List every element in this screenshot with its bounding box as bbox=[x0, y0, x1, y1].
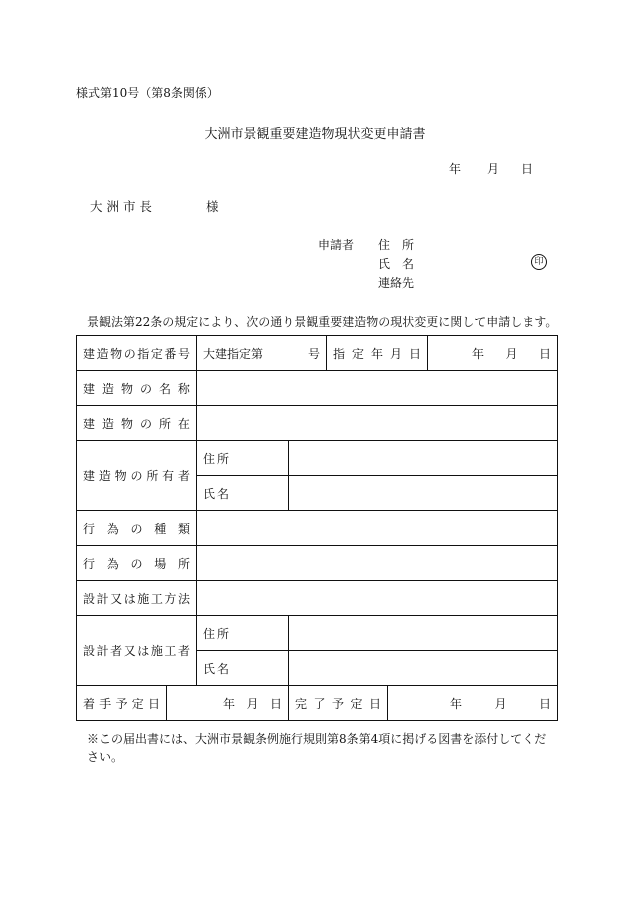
label-char: 所 bbox=[216, 451, 229, 466]
label-char: 予 bbox=[331, 696, 344, 711]
label-char: の bbox=[130, 521, 143, 536]
label-char: 手 bbox=[99, 696, 112, 711]
start-date-field[interactable]: 年 月 日 bbox=[167, 686, 289, 721]
application-table bbox=[76, 335, 558, 721]
label-char: 定 bbox=[150, 346, 163, 361]
label-char: 指 bbox=[333, 346, 346, 361]
label-char: 定 bbox=[350, 696, 363, 711]
label-char: 物 bbox=[120, 381, 133, 396]
label-char: 有 bbox=[162, 469, 175, 483]
label-char: 施 bbox=[137, 591, 150, 606]
label-char: 建 bbox=[83, 346, 96, 361]
label-char: 所 bbox=[146, 469, 159, 483]
label-char: 類 bbox=[177, 521, 190, 536]
label-char: 月 bbox=[390, 346, 403, 361]
owner-name-field[interactable] bbox=[289, 476, 558, 511]
table-row bbox=[77, 546, 558, 581]
label-char: 所 bbox=[158, 416, 171, 431]
label-char: の bbox=[130, 556, 143, 571]
table-row bbox=[77, 371, 558, 406]
label-char: の bbox=[130, 469, 143, 483]
building-location-field[interactable] bbox=[197, 406, 558, 441]
label-char: 名 bbox=[158, 381, 171, 396]
label-char: 計 bbox=[96, 644, 109, 658]
building-name-field[interactable] bbox=[197, 371, 558, 406]
intro-text: 景観法第22条の規定により、次の通り景観重要建造物の現状変更に関して申請します。 bbox=[87, 315, 558, 329]
label-char: 日 bbox=[409, 346, 422, 361]
label-char: 計 bbox=[96, 591, 109, 606]
label-char: 完 bbox=[295, 696, 308, 711]
label-char: 建 bbox=[83, 469, 96, 483]
label-char: は bbox=[123, 591, 136, 606]
label-char: 建 bbox=[83, 416, 96, 431]
table-row bbox=[77, 616, 558, 651]
label-char: 者 bbox=[177, 644, 190, 658]
label-char: 所 bbox=[177, 556, 190, 571]
designer-name-field[interactable] bbox=[289, 651, 558, 686]
label-char: 建 bbox=[83, 381, 96, 396]
label-char: 称 bbox=[177, 381, 190, 396]
table-row bbox=[77, 441, 558, 476]
table-row bbox=[77, 581, 558, 616]
label-char: 住 bbox=[203, 626, 216, 641]
act-type-field[interactable] bbox=[197, 511, 558, 546]
date-day: 日 bbox=[521, 162, 534, 176]
attachment-note: ※この届出書には、大洲市景観条例施行規則第8条第4項に掲げる図書を添付してください。 bbox=[87, 732, 547, 764]
label-char: 名 bbox=[216, 486, 229, 501]
method-label bbox=[77, 581, 197, 616]
designer-address-label bbox=[197, 616, 289, 651]
label-char: 又 bbox=[110, 591, 123, 606]
addressee-honorific: 様 bbox=[206, 199, 219, 214]
label-char: 場 bbox=[154, 556, 167, 571]
label-char: 行 bbox=[83, 521, 96, 536]
label-char: 物 bbox=[120, 416, 133, 431]
form-number: 様式第10号（第8条関係） bbox=[76, 86, 219, 100]
label-char: 定 bbox=[352, 346, 365, 361]
label-char: 日 bbox=[368, 696, 381, 711]
label-char: 住 bbox=[203, 451, 216, 466]
label-char: の bbox=[123, 346, 136, 361]
label-char: 号 bbox=[177, 346, 190, 361]
designer-label bbox=[77, 616, 197, 686]
label-char: 造 bbox=[101, 381, 114, 396]
designer-address-field[interactable] bbox=[289, 616, 558, 651]
designation-number-field[interactable]: 大建指定第 号 bbox=[197, 336, 327, 371]
table-row bbox=[77, 406, 558, 441]
label-char: 法 bbox=[177, 591, 190, 606]
applicant-name-label: 氏 名 bbox=[378, 257, 415, 271]
owner-address-field[interactable] bbox=[289, 441, 558, 476]
label-char: 者 bbox=[110, 644, 123, 658]
label-char: の bbox=[139, 416, 152, 431]
seal-mark: 印 bbox=[531, 254, 547, 270]
owner-name-label bbox=[197, 476, 289, 511]
applicant-contact-label: 連絡先 bbox=[378, 276, 415, 290]
applicant-label: 申請者 bbox=[318, 238, 355, 252]
table-row bbox=[77, 511, 558, 546]
table-row bbox=[77, 686, 558, 721]
label-char: 為 bbox=[106, 521, 119, 536]
label-char: 者 bbox=[177, 469, 190, 483]
label-char: 予 bbox=[115, 696, 128, 711]
act-type-label bbox=[77, 511, 197, 546]
document-title: 大洲市景観重要建造物現状変更申請書 bbox=[204, 127, 426, 142]
label-char: 方 bbox=[164, 591, 177, 606]
label-char: 造 bbox=[101, 416, 114, 431]
label-char: 為 bbox=[106, 556, 119, 571]
label-char: 名 bbox=[216, 661, 229, 676]
owner-address-label bbox=[197, 441, 289, 476]
label-char: は bbox=[137, 644, 150, 658]
label-char: 物 bbox=[114, 469, 127, 483]
table-row bbox=[77, 336, 558, 371]
label-char: 在 bbox=[177, 416, 190, 431]
label-char: 所 bbox=[216, 626, 229, 641]
label-char: 番 bbox=[164, 346, 177, 361]
label-char: 工 bbox=[164, 644, 177, 658]
addressee-mayor: 大 洲 市 長 bbox=[90, 199, 152, 214]
label-char: 工 bbox=[150, 591, 163, 606]
designer-name-label bbox=[197, 651, 289, 686]
label-char: 設 bbox=[83, 644, 96, 658]
label-char: の bbox=[139, 381, 152, 396]
building-name-label bbox=[77, 371, 197, 406]
label-char: 指 bbox=[137, 346, 150, 361]
date-month: 月 bbox=[487, 162, 500, 176]
label-char: 施 bbox=[150, 644, 163, 658]
label-char: 設 bbox=[83, 591, 96, 606]
label-char: 又 bbox=[123, 644, 136, 658]
act-place-label bbox=[77, 546, 197, 581]
label-char: 日 bbox=[147, 696, 160, 711]
designation-date-field[interactable]: 年 月 日 bbox=[428, 336, 558, 371]
date-year: 年 bbox=[449, 162, 462, 176]
method-field[interactable] bbox=[197, 581, 558, 616]
start-date-label bbox=[77, 686, 167, 721]
label-char: 着 bbox=[83, 696, 96, 711]
completion-date-label bbox=[289, 686, 388, 721]
label-char: 了 bbox=[313, 696, 326, 711]
label-char: 年 bbox=[371, 346, 384, 361]
label-char: 種 bbox=[154, 521, 167, 536]
designation-number-label bbox=[77, 336, 197, 371]
label-char: 氏 bbox=[203, 661, 216, 676]
label-char: 造 bbox=[96, 346, 109, 361]
completion-date-field[interactable]: 年 月 日 bbox=[388, 686, 558, 721]
label-char: 物 bbox=[110, 346, 123, 361]
label-char: 行 bbox=[83, 556, 96, 571]
act-place-field[interactable] bbox=[197, 546, 558, 581]
building-location-label bbox=[77, 406, 197, 441]
label-char: 定 bbox=[131, 696, 144, 711]
label-char: 氏 bbox=[203, 486, 216, 501]
owner-label bbox=[77, 441, 197, 511]
designation-date-label bbox=[327, 336, 428, 371]
applicant-address-label: 住 所 bbox=[378, 238, 415, 252]
label-char: 造 bbox=[98, 469, 111, 483]
